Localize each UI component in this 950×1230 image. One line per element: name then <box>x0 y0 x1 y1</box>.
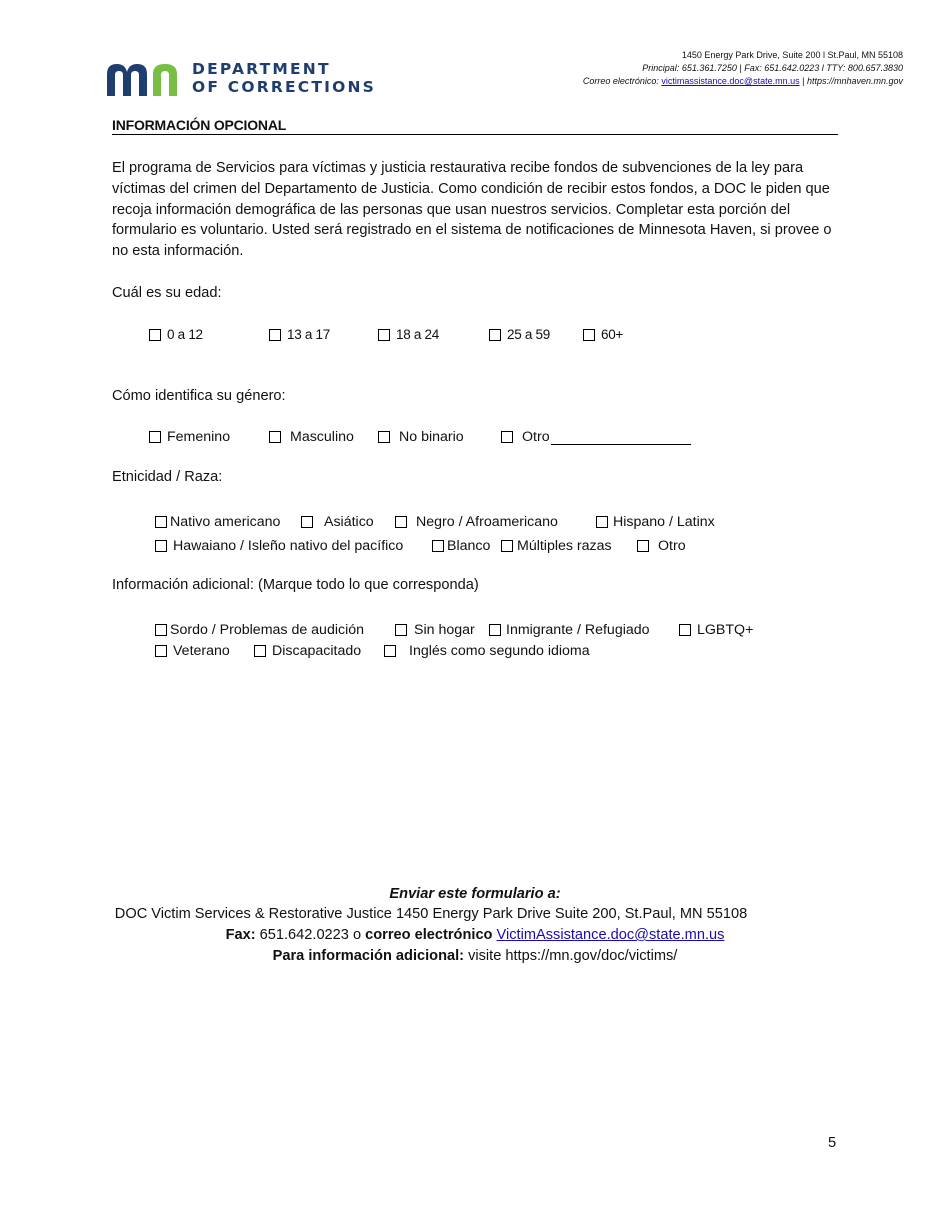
age-option[interactable] <box>583 327 623 342</box>
additional-option-label: Inmigrante / Refugiado <box>506 622 650 638</box>
footer-contact <box>0 925 950 946</box>
ethnicity-option-label: Hispano / Latinx <box>613 514 715 530</box>
ethnicity-option[interactable] <box>155 514 280 530</box>
footer-info-label: Para información adicional: <box>272 948 465 964</box>
additional-option[interactable] <box>254 643 361 659</box>
checkbox[interactable] <box>149 431 161 443</box>
ethnicity-question: Etnicidad / Raza: <box>112 469 223 485</box>
gender-option[interactable] <box>269 429 354 445</box>
ethnicity-option[interactable] <box>395 514 558 530</box>
age-option-label: 25 a 59 <box>507 327 550 342</box>
header-email-label: Correo electrónico: <box>582 76 662 86</box>
additional-option[interactable] <box>155 643 230 659</box>
checkbox[interactable] <box>254 645 266 657</box>
page-number: 5 <box>828 1135 837 1151</box>
header-phones <box>642 62 903 75</box>
checkbox[interactable] <box>489 624 501 636</box>
checkbox[interactable] <box>395 516 407 528</box>
additional-option-label: Sordo / Problemas de audición <box>170 622 365 638</box>
gender-option[interactable] <box>378 429 464 445</box>
checkbox[interactable] <box>395 624 407 636</box>
header-email-link[interactable]: victimassistance.doc@state.mn.us <box>661 76 800 86</box>
gender-option[interactable] <box>501 429 691 445</box>
age-option-label: 60+ <box>601 327 623 342</box>
ethnicity-option[interactable] <box>301 514 374 530</box>
header-separator: | <box>799 76 807 86</box>
age-option-label: 13 a 17 <box>287 327 330 342</box>
gender-question: Cómo identifica su género: <box>112 388 286 404</box>
additional-option-label: Sin hogar <box>414 622 475 638</box>
other-blank-line[interactable] <box>551 430 691 445</box>
footer-send-to <box>0 884 950 905</box>
checkbox[interactable] <box>384 645 396 657</box>
ethnicity-option-label: Asiático <box>324 514 374 530</box>
checkbox[interactable] <box>269 431 281 443</box>
additional-option-label: Inglés como segundo idioma <box>409 643 590 659</box>
additional-option[interactable] <box>155 622 364 638</box>
footer-address: DOC Victim Services & Restorative Justice 1450 Energy Park Drive Suite 200, St.Paul, MN 55108 <box>114 906 748 922</box>
additional-question: Información adicional: (Marque todo lo que corresponda) <box>112 577 479 593</box>
ethnicity-option-label: Negro / Afroamericano <box>416 514 558 530</box>
ethnicity-option-label: Múltiples razas <box>517 538 612 554</box>
checkbox[interactable] <box>155 645 167 657</box>
ethnicity-option-label: Otro <box>658 538 686 554</box>
ethnicity-option-label: Hawaiano / Isleño nativo del pacífico <box>173 538 404 554</box>
ethnicity-option[interactable] <box>155 538 403 554</box>
age-option[interactable] <box>269 327 330 342</box>
footer-fax-value: 651.642.0223 o <box>255 927 366 943</box>
checkbox[interactable] <box>301 516 313 528</box>
gender-option-label: Masculino <box>290 429 354 445</box>
checkbox[interactable] <box>637 540 649 552</box>
footer-info <box>0 946 950 967</box>
header-website[interactable]: https://mnhaven.mn.gov <box>806 76 903 86</box>
gender-option-label: No binario <box>399 429 464 445</box>
intro-paragraph: El programa de Servicios para víctimas y justicia restaurativa recibe fondos de subvenciones de la ley para víctimas del crimen del Departamento de Justicia. Como condición de recibir estos fondos, a DOC le piden que recoja información demográfica de las personas que usan nuestros servicios. Completar esta porción del formulario es voluntario. Usted será registrado en el sistema de notificaciones de Minnesota Haven, si provee o no esta información. <box>112 160 832 260</box>
footer-info-value: visite https://mn.gov/doc/victims/ <box>464 948 678 964</box>
checkbox[interactable] <box>155 624 167 636</box>
ethnicity-option[interactable] <box>501 538 612 554</box>
checkbox[interactable] <box>149 329 161 341</box>
additional-option[interactable] <box>384 643 590 659</box>
footer-email-link[interactable]: VictimAssistance.doc@state.mn.us <box>496 927 725 943</box>
checkbox[interactable] <box>432 540 444 552</box>
checkbox[interactable] <box>155 516 167 528</box>
age-option[interactable] <box>489 327 550 342</box>
checkbox[interactable] <box>155 540 167 552</box>
ethnicity-option-label: Blanco <box>447 538 491 554</box>
ethnicity-option-label: Nativo americano <box>170 514 281 530</box>
additional-option[interactable] <box>489 622 650 638</box>
additional-option-label: Discapacitado <box>272 643 362 659</box>
ethnicity-option[interactable] <box>596 514 715 530</box>
additional-option-label: LGBTQ+ <box>697 622 754 638</box>
gender-option-label: Femenino <box>167 429 231 445</box>
gender-option[interactable] <box>149 429 230 445</box>
logo-text <box>192 60 376 96</box>
checkbox[interactable] <box>378 431 390 443</box>
age-option-label: 18 a 24 <box>396 327 439 342</box>
additional-option[interactable] <box>395 622 475 638</box>
gender-option-label: Otro <box>522 429 550 445</box>
checkbox[interactable] <box>679 624 691 636</box>
checkbox[interactable] <box>501 540 513 552</box>
logo-line-1: DEPARTMENT <box>192 60 331 78</box>
checkbox[interactable] <box>583 329 595 341</box>
footer-send-to-text: Enviar este formulario a: <box>389 886 561 902</box>
age-option[interactable] <box>378 327 439 342</box>
age-option[interactable] <box>149 327 203 342</box>
checkbox[interactable] <box>596 516 608 528</box>
checkbox[interactable] <box>489 329 501 341</box>
ethnicity-option[interactable] <box>637 538 686 554</box>
section-title: INFORMACIÓN OPCIONAL <box>112 117 838 135</box>
additional-option-label: Veterano <box>173 643 230 659</box>
header-phones-text: Principal: 651.361.7250 | Fax: 651.642.0223 l TTY: 800.657.3830 <box>642 63 903 73</box>
header-address: 1450 Energy Park Drive, Suite 200 l St.Paul, MN 55108 <box>681 50 903 60</box>
age-question: Cuál es su edad: <box>112 285 222 301</box>
checkbox[interactable] <box>501 431 513 443</box>
logo-line-2: OF CORRECTIONS <box>192 78 376 96</box>
additional-option[interactable] <box>679 622 753 638</box>
ethnicity-option[interactable] <box>432 538 490 554</box>
checkbox[interactable] <box>269 329 281 341</box>
footer-fax-label: Fax: <box>225 927 256 943</box>
header-email-line <box>583 75 903 88</box>
checkbox[interactable] <box>378 329 390 341</box>
footer-email-label: correo electrónico <box>365 927 493 943</box>
age-option-label: 0 a 12 <box>167 327 203 342</box>
